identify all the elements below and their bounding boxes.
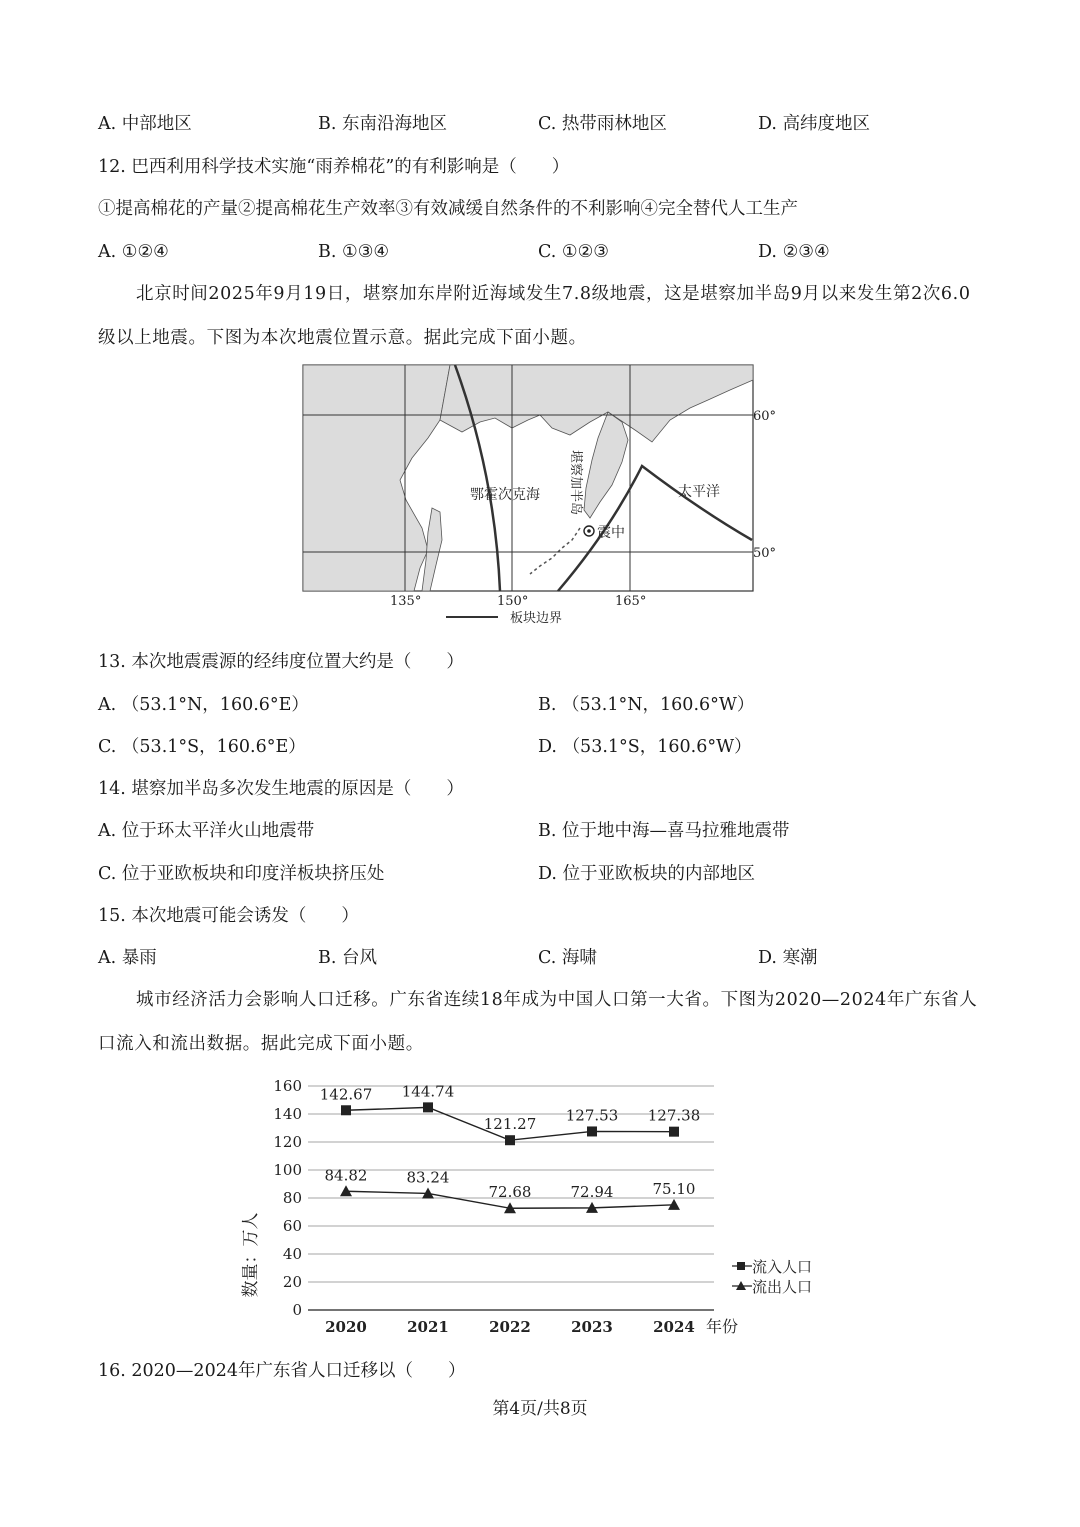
map-lon-label-150: 150° [497,594,529,609]
q15-stem: 15. 本次地震可能会诱发（ ） [98,906,359,926]
map-ocean-label: 太平洋 [678,484,720,500]
q14-option-a: A. 位于环太平洋火山地震带 [98,821,315,841]
chart-data-label: 84.82 [324,1166,368,1185]
q13-stem: 13. 本次地震震源的经纬度位置大约是（ ） [98,652,464,672]
chart-data-label: 121.27 [483,1115,537,1134]
chart-data-label: 142.67 [319,1085,373,1104]
chart-data-label: 75.10 [652,1179,696,1198]
q13-option-a: A. （53.1°N，160.6°E） [98,695,309,715]
page-footer: 第4页/共8页 [492,1399,588,1419]
chart-y-tick-label: 120 [273,1133,302,1151]
map-lon-label-135: 135° [390,594,422,609]
q15-option-c: C. 海啸 [538,948,597,968]
q12-statements: ①提高棉花的产量②提高棉花生产效率③有效减缓自然条件的不利影响④完全替代人工生产 [98,199,798,219]
chart-point-inflow [505,1135,515,1145]
map-peninsula-label: 堪察加半岛 [568,450,583,516]
chart-x-tick-label: 2024 [653,1318,695,1336]
chart-data-label: 83.24 [406,1168,450,1187]
q15-option-b: B. 台风 [318,948,378,968]
q15-option-d: D. 寒潮 [758,948,818,968]
legend-label-inflow: 流入人口 [752,1258,813,1276]
chart-data-label: 72.68 [488,1183,532,1202]
chart-y-tick-label: 100 [273,1161,302,1179]
chart-data-label: 144.74 [401,1082,455,1101]
q12-stem: 12. 巴西利用科学技术实施“雨养棉花”的有利影响是（ ） [98,157,570,177]
chart-x-tick-label: 2023 [571,1318,613,1336]
q14-option-d: D. 位于亚欧板块的内部地区 [538,864,756,884]
chart-point-inflow [341,1105,351,1115]
q14-option-b: B. 位于地中海—喜马拉雅地震带 [538,821,790,841]
chart-data-label: 127.38 [647,1106,701,1125]
q14-stem: 14. 堪察加半岛多次发生地震的原因是（ ） [98,779,464,799]
q12-option-a: A. ①②④ [98,242,169,262]
map-lat-label-50: 50° [753,546,777,561]
map-sea-label: 鄂霍次克海 [470,487,540,503]
passage-migration: 城市经济活力会影响人口迁移。广东省连续18年成为中国人口第一大省。下图为2020—2024年广东省人口流入和流出数据。据此完成下面小题。 [98,990,978,1054]
q16-stem: 16. 2020—2024年广东省人口迁移以（ ） [98,1361,466,1381]
q11-option-c: C. 热带雨林地区 [538,114,667,134]
q13-option-b: B. （53.1°N，160.6°W） [538,695,755,715]
q12-option-d: D. ②③④ [758,242,830,262]
q14-option-c: C. 位于亚欧板块和印度洋板块挤压处 [98,864,385,884]
chart-y-tick-label: 80 [282,1189,302,1207]
chart-point-inflow [587,1126,597,1136]
chart-y-tick-label: 40 [282,1245,302,1263]
chart-y-axis-label: 数量：万人 [241,1212,261,1298]
chart-data-label: 127.53 [565,1106,619,1125]
q11-option-d: D. 高纬度地区 [758,114,871,134]
chart-x-tick-label: 2021 [407,1318,449,1336]
chart-point-inflow [423,1102,433,1112]
q13-option-d: D. （53.1°S，160.6°W） [538,737,752,757]
chart-y-tick-label: 20 [282,1273,302,1291]
q12-option-b: B. ①③④ [318,242,390,262]
q15-option-a: A. 暴雨 [98,948,157,968]
q11-option-b: B. 东南沿海地区 [318,114,448,134]
chart-point-inflow [669,1127,679,1137]
chart-x-tick-label: 2022 [489,1318,531,1336]
earthquake-map [290,360,790,630]
map-epicenter-dot [587,529,591,533]
chart-y-tick-label: 0 [292,1301,302,1319]
chart-x-tick-label: 2020 [325,1318,367,1336]
chart-x-axis-label: 年份 [706,1317,739,1336]
q13-option-c: C. （53.1°S，160.6°E） [98,737,306,757]
passage-earthquake: 北京时间2025年9月19日，堪察加东岸附近海域发生7.8级地震，这是堪察加半岛9月以来发生第2次6.0级以上地震。下图为本次地震位置示意。据此完成下面小题。 [98,284,971,348]
legend-label-outflow: 流出人口 [752,1278,813,1296]
map-lon-label-165: 165° [615,594,647,609]
map-epicenter-label: 震中 [597,525,625,541]
chart-y-tick-label: 60 [282,1217,302,1235]
chart-y-tick-label: 160 [273,1077,302,1095]
q11-option-a: A. 中部地区 [98,114,192,134]
chart-data-label: 72.94 [570,1182,614,1201]
chart-legend [732,1258,812,1296]
population-chart [240,1070,850,1345]
chart-y-tick-label: 140 [273,1105,302,1123]
q12-option-c: C. ①②③ [538,242,609,262]
map-legend-label: 板块边界 [510,611,563,626]
legend-marker-inflow [737,1262,745,1270]
map-lat-label-60: 60° [753,409,777,424]
